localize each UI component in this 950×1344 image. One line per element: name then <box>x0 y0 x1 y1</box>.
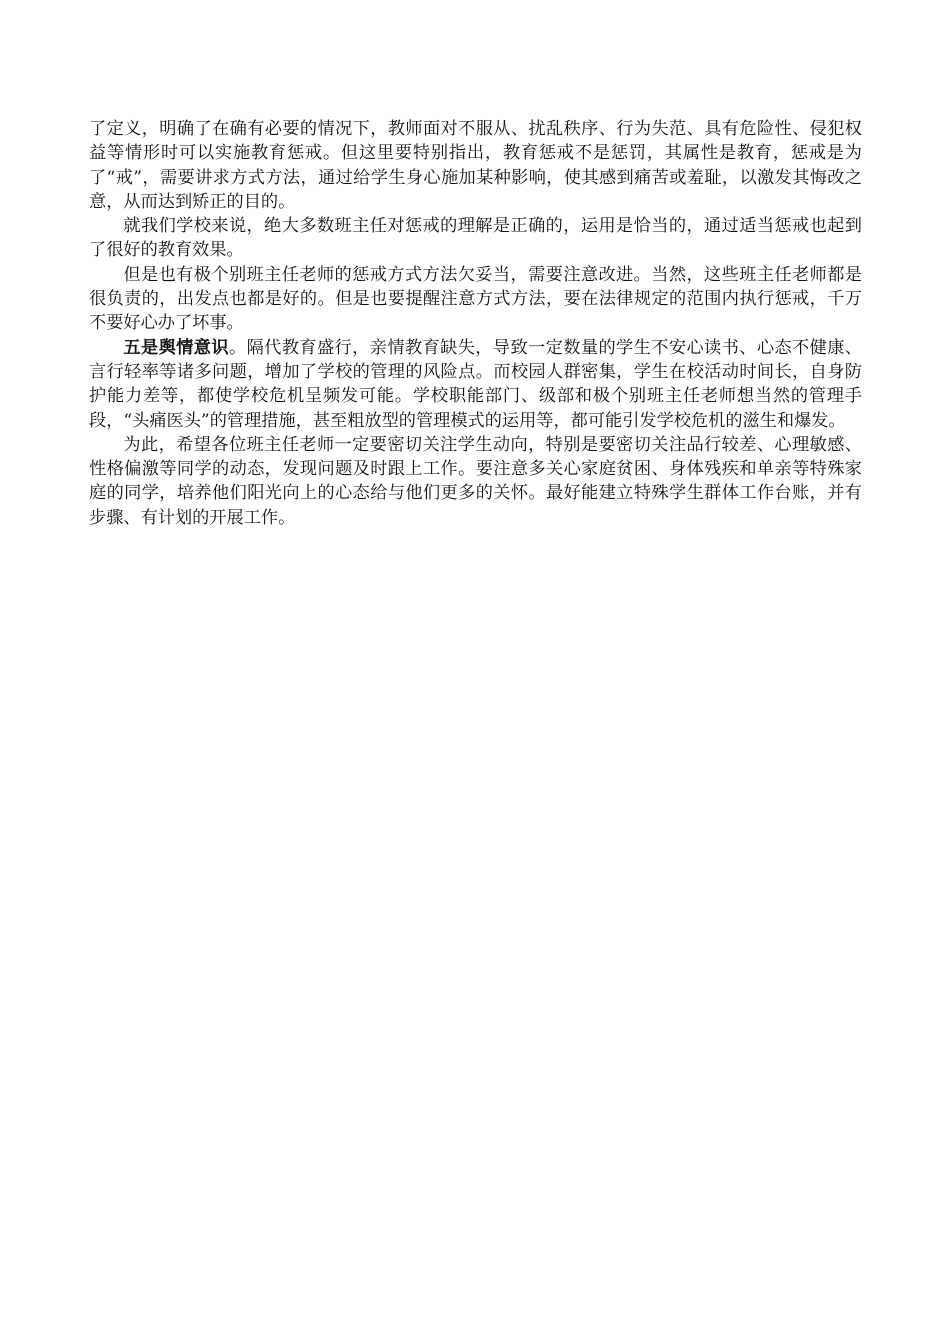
paragraph-school-practice: 就我们学校来说，绝大多数班主任对惩戒的理解是正确的，运用是恰当的，通过适当惩戒也起到了很好的教育效果。 <box>89 216 862 261</box>
paragraph-improvement: 但是也有极个别班主任老师的惩戒方式方法欠妥当，需要注意改进。当然，这些班主任老师都是很负责的，出发点也都是好的。但是也要提醒注意方式方法，要在法律规定的范围内执行惩戒，千万不要好心办了坏事。 <box>89 264 862 334</box>
paragraph-public-opinion <box>89 336 862 433</box>
paragraph-recommendations: 为此，希望各位班主任老师一定要密切关注学生动向，特别是要密切关注品行较差、心理敏感、性格偏激等同学的动态，发现问题及时跟上工作。要注意多关心家庭贫困、身体残疾和单亲等特殊家庭的同学，培养他们阳光向上的心态给与他们更多的关怀。最好能建立特殊学生群体工作台账，并有步骤、有计划的开展工作。 <box>89 434 862 528</box>
paragraph-public-opinion-body: 。隔代教育盛行，亲情教育缺失，导致一定数量的学生不安心读书、心态不健康、言行轻率等诸多问题，增加了学校的管理的风险点。而校园人群密集，学生在校活动时间长，自身防护能力差等，都使学校危机呈频发可能。学校职能部门、级部和极个别班主任老师想当然的管理手段，“头痛医头”的管理措施，甚至粗放型的管理模式的运用等，都可能引发学校危机的滋生和爆发。 <box>89 337 862 431</box>
section-heading-public-opinion: 五是舆情意识 <box>123 337 229 358</box>
paragraph-continuation: 了定义，明确了在确有必要的情况下，教师面对不服从、扰乱秩序、行为失范、具有危险性、侵犯权益等情形时可以实施教育惩戒。但这里要特别指出，教育惩戒不是惩罚，其属性是教育，惩戒是为了“戒”，需要讲求方式方法，通过给学生身心施加某种影响，使其感到痛苦或羞耻，以激发其悔改之意，从而达到矫正的目的。 <box>89 119 862 212</box>
document-body <box>89 117 862 530</box>
